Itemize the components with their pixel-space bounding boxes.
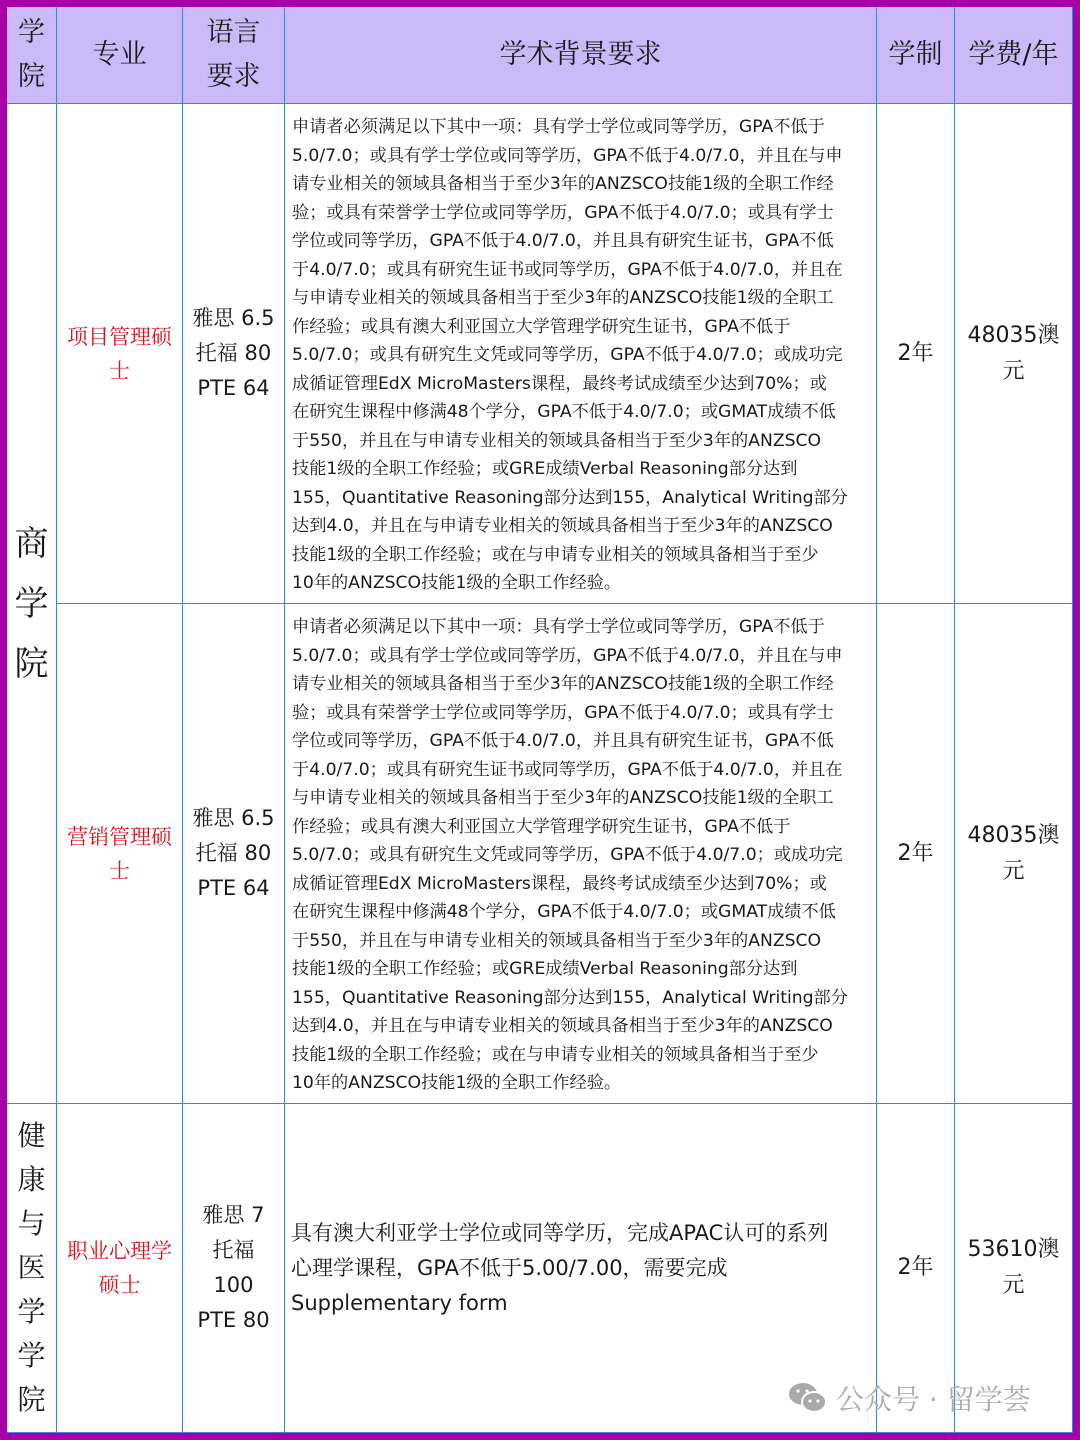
- academic-line: 成循证管理EdX MicroMasters课程，最终考试成绩至少达到70%；或: [292, 373, 827, 394]
- language-requirement: PTE 64: [197, 376, 270, 400]
- tuition: 48035澳元: [967, 822, 1060, 884]
- header-college: [7, 7, 57, 104]
- academic-line: 学位或同等学历，GPA不低于4.0/7.0，并且具有研究生证书，GPA不低: [292, 731, 834, 751]
- duration: 2年: [897, 340, 934, 366]
- academic-line: 在研究生课程中修满48个学分，GPA不低于4.0/7.0；或GMAT成绩不低: [292, 902, 836, 922]
- academic-line: 155，Quantitative Reasoning部分达到155，Analytical Writing部分: [292, 987, 848, 1008]
- academic-line: 于4.0/7.0；或具有研究生证书或同等学历，GPA不低于4.0/7.0，并且在: [292, 759, 843, 780]
- language-requirement: 100: [213, 1273, 254, 1297]
- college-name: 健康与医学学院: [17, 1119, 46, 1416]
- academic-line: 10年的ANZSCO技能1级的全职工作经验。: [292, 1073, 622, 1093]
- academic-line: 与申请专业相关的领域具备相当于至少3年的ANZSCO技能1级的全职工: [292, 788, 834, 808]
- header-label: 学费/年: [968, 39, 1059, 70]
- academic-line: 达到4.0，并且在与申请专业相关的领域具备相当于至少3年的ANZSCO: [292, 516, 833, 536]
- language-requirement: 雅思 7: [202, 1203, 265, 1227]
- academic-line: 请专业相关的领域具备相当于至少3年的ANZSCO技能1级的全职工作经: [292, 674, 834, 694]
- academic-line: 5.0/7.0；或具有研究生文凭或同等学历，GPA不低于4.0/7.0；或成功完: [292, 845, 843, 865]
- major-name: 营销管理硕士: [67, 824, 172, 883]
- academic-line: 作经验；或具有澳大利亚国立大学管理学研究生证书，GPA不低于: [292, 816, 791, 837]
- language-requirement: 托福: [212, 1238, 255, 1262]
- academic-line: 于550，并且在与申请专业相关的领域具备相当于至少3年的ANZSCO: [292, 930, 822, 951]
- academic-line: 在研究生课程中修满48个学分，GPA不低于4.0/7.0；或GMAT成绩不低: [292, 402, 836, 422]
- language-requirement: 托福 80: [195, 841, 272, 865]
- academic-line: 验；或具有荣誉学士学位或同等学历，GPA不低于4.0/7.0；或具有学士: [292, 702, 834, 723]
- academic-cell: [285, 604, 877, 1104]
- academic-line: 作经验；或具有澳大利亚国立大学管理学研究生证书，GPA不低于: [292, 316, 791, 337]
- header-language: [183, 7, 285, 104]
- academic-line: 5.0/7.0；或具有研究生文凭或同等学历，GPA不低于4.0/7.0；或成功完: [292, 345, 843, 365]
- language-requirement: 雅思 6.5: [192, 306, 275, 330]
- college-name: 商学院: [14, 523, 49, 684]
- academic-line: 10年的ANZSCO技能1级的全职工作经验。: [292, 573, 622, 593]
- tuition-cell: [955, 104, 1073, 604]
- major-cell: [57, 1104, 183, 1433]
- academic-line: 学位或同等学历，GPA不低于4.0/7.0，并且具有研究生证书，GPA不低: [292, 231, 834, 251]
- header-label: 学院: [18, 17, 45, 92]
- college-cell: [7, 1104, 57, 1433]
- header-label: 学制: [888, 39, 943, 70]
- major-cell: [57, 604, 183, 1104]
- tuition-cell: [955, 604, 1073, 1104]
- major-cell: [57, 104, 183, 604]
- academic-line: 达到4.0，并且在与申请专业相关的领域具备相当于至少3年的ANZSCO: [292, 1016, 833, 1036]
- academic-line: 请专业相关的领域具备相当于至少3年的ANZSCO技能1级的全职工作经: [292, 174, 834, 194]
- duration-cell: [877, 604, 955, 1104]
- header-academic: [285, 7, 877, 104]
- header-label: 语言要求: [206, 17, 261, 92]
- academic-line: 心理学课程，GPA不低于5.00/7.00，需要完成: [291, 1255, 728, 1280]
- duration-cell: [877, 104, 955, 604]
- language-cell: [183, 104, 285, 604]
- academic-line: 技能1级的全职工作经验；或在与申请专业相关的领域具备相当于至少: [292, 1044, 819, 1065]
- language-requirement: PTE 64: [197, 876, 270, 900]
- language-requirement: 托福 80: [195, 341, 272, 365]
- academic-line: 技能1级的全职工作经验；或GRE成绩Verbal Reasoning部分达到: [292, 959, 798, 979]
- academic-line: 155，Quantitative Reasoning部分达到155，Analytical Writing部分: [292, 487, 848, 508]
- duration: 2年: [897, 840, 934, 866]
- header-label: 专业: [92, 39, 147, 70]
- academic-cell: [285, 104, 877, 604]
- academic-line: 验；或具有荣誉学士学位或同等学历，GPA不低于4.0/7.0；或具有学士: [292, 202, 834, 223]
- language-cell: [183, 604, 285, 1104]
- header-duration: [877, 7, 955, 104]
- tuition: 53610澳元: [967, 1237, 1060, 1298]
- language-requirement: PTE 80: [197, 1308, 270, 1332]
- academic-line: Supplementary form: [291, 1290, 508, 1315]
- academic-line: 申请者必须满足以下其中一项：具有学士学位或同等学历，GPA不低于: [292, 117, 825, 137]
- academic-line: 5.0/7.0；或具有学士学位或同等学历，GPA不低于4.0/7.0，并且在与申: [292, 645, 843, 666]
- academic-line: 与申请专业相关的领域具备相当于至少3年的ANZSCO技能1级的全职工: [292, 288, 834, 308]
- header-tuition: [955, 7, 1073, 104]
- college-cell: [7, 104, 57, 1104]
- duration: 2年: [897, 1255, 934, 1280]
- academic-line: 技能1级的全职工作经验；或GRE成绩Verbal Reasoning部分达到: [292, 459, 798, 479]
- academic-line: 5.0/7.0；或具有学士学位或同等学历，GPA不低于4.0/7.0，并且在与申: [292, 145, 843, 166]
- tuition: 48035澳元: [967, 322, 1060, 384]
- major-name: 项目管理硕士: [67, 324, 172, 383]
- language-cell: [183, 1104, 285, 1433]
- header-major: [57, 7, 183, 104]
- language-requirement: 雅思 6.5: [192, 806, 275, 830]
- academic-line: 于550，并且在与申请专业相关的领域具备相当于至少3年的ANZSCO: [292, 430, 822, 451]
- header-label: 学术背景要求: [499, 39, 662, 70]
- academic-line: 申请者必须满足以下其中一项：具有学士学位或同等学历，GPA不低于: [292, 617, 825, 637]
- academic-line: 于4.0/7.0；或具有研究生证书或同等学历，GPA不低于4.0/7.0，并且在: [292, 259, 843, 280]
- watermark: [788, 1378, 1031, 1418]
- watermark-text: 公众号 · 留学荟: [836, 1383, 1031, 1416]
- academic-line: 成循证管理EdX MicroMasters课程，最终考试成绩至少达到70%；或: [292, 873, 827, 894]
- wechat-icon: [788, 1381, 828, 1415]
- academic-line: 具有澳大利亚学士学位或同等学历，完成APAC认可的系列: [291, 1220, 829, 1245]
- major-name: 职业心理学硕士: [67, 1239, 172, 1297]
- academic-line: 技能1级的全职工作经验；或在与申请专业相关的领域具备相当于至少: [292, 544, 819, 565]
